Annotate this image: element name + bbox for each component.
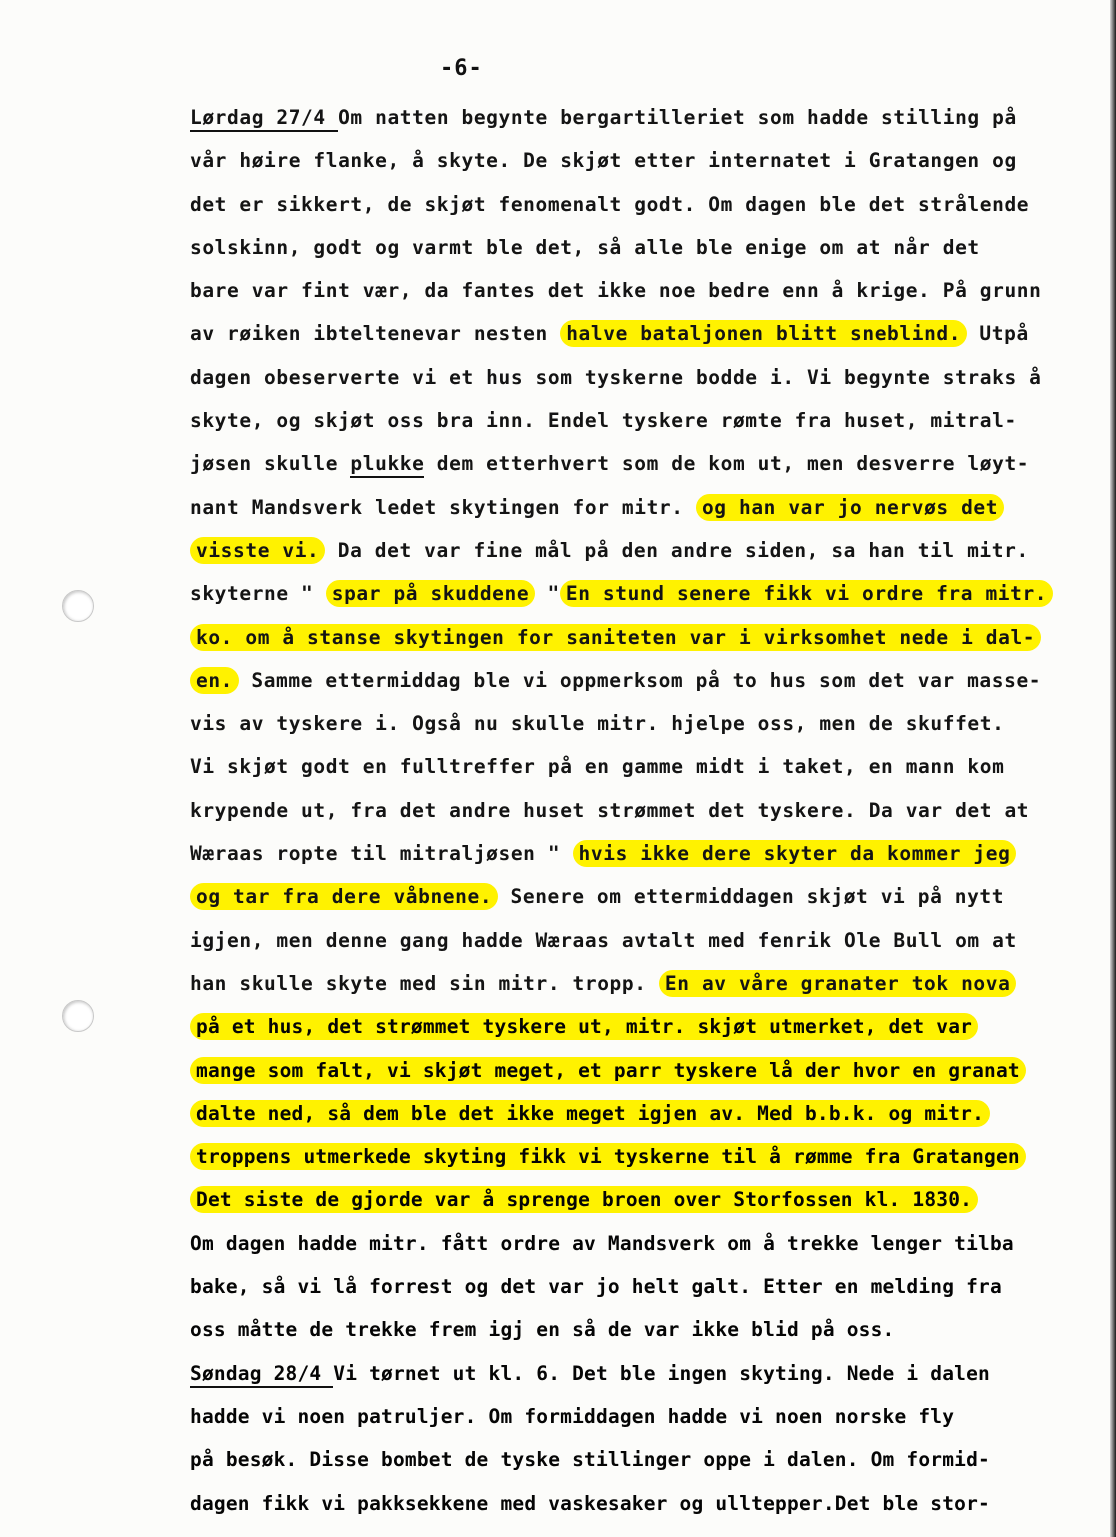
- text-segment: vis av tyskere i. Også nu skulle mitr. hjelpe oss, men de skuffet.: [190, 712, 1005, 736]
- text-segment: Samme ettermiddag ble vi oppmerksom på to hus som det var masse-: [239, 668, 1042, 692]
- text-segment: bare var fint vær, da fantes det ikke noe bedre enn å krige. På grunn: [190, 279, 1042, 303]
- text-segment: bake, så vi lå forrest og det var jo helt galt. Etter en melding fra: [190, 1275, 1002, 1299]
- text-segment: av røiken ibteltenevar nesten: [190, 322, 561, 346]
- text-segment: Wæraas ropte til mitraljøsen ": [190, 842, 573, 866]
- text-line: [190, 789, 1095, 832]
- text-segment: jøsen skulle: [190, 452, 351, 476]
- text-line: [190, 1178, 1095, 1221]
- text-segment: dagen fikk vi pakksekkene med vaskesaker og ulltepper.Det ble stor-: [190, 1491, 990, 1515]
- highlighted-text: og tar fra dere våbnene.: [190, 883, 498, 910]
- text-line: [190, 442, 1095, 485]
- text-line: [190, 962, 1095, 1005]
- text-segment: ": [535, 582, 560, 606]
- text-line: [190, 832, 1095, 875]
- text-segment: dagen obeserverte vi et hus som tyskerne bodde i. Vi begynte straks å: [190, 365, 1042, 389]
- text-line: [190, 529, 1095, 572]
- text-line: [190, 659, 1095, 702]
- text-segment: igjen, men denne gang hadde Wæraas avtalt med fenrik Ole Bull om at: [190, 928, 1017, 952]
- text-segment: hadde vi noen patruljer. Om formiddagen hadde vi noen norske fly: [190, 1404, 955, 1428]
- text-line: [190, 96, 1095, 139]
- text-segment: Da det var fine mål på den andre siden, sa han til mitr.: [325, 538, 1029, 562]
- text-segment: det er sikkert, de skjøt fenomenalt godt. Om dagen ble det strålende: [190, 192, 1030, 216]
- underlined-text: Lørdag 27/4: [190, 106, 338, 132]
- text-line: [190, 572, 1095, 615]
- text-line: [190, 745, 1095, 788]
- text-line: [190, 183, 1095, 226]
- text-line: [190, 919, 1095, 962]
- highlighted-text: en.: [190, 667, 239, 694]
- punch-hole: [62, 1000, 94, 1032]
- highlighted-text: hvis ikke dere skyter da kommer jeg: [573, 840, 1017, 867]
- text-segment: han skulle skyte med sin mitr. tropp.: [190, 971, 659, 995]
- text-segment: vår høire flanke, å skyte. De skjøt etter internatet i Gratangen og: [190, 149, 1017, 173]
- text-segment: Om dagen hadde mitr. fått ordre av Mandsverk om å trekke lenger tilba: [190, 1231, 1014, 1255]
- highlighted-text: dalte ned, så dem ble det ikke meget igjen av. Med b.b.k. og mitr.: [190, 1100, 990, 1127]
- highlighted-text: og han var jo nervøs det: [696, 494, 1004, 521]
- highlighted-text: Det siste de gjorde var å sprenge broen over Storfossen kl. 1830.: [190, 1186, 978, 1213]
- text-segment: solskinn, godt og varmt ble det, så alle ble enige om at når det: [190, 235, 980, 259]
- underlined-text: Søndag 28/4: [190, 1362, 333, 1388]
- page-number: -6-: [440, 56, 483, 81]
- text-segment: nant Mandsverk ledet skytingen for mitr.: [190, 495, 696, 519]
- text-line: [190, 1092, 1095, 1135]
- text-segment: Om natten begynte bergartilleriet som hadde stilling på: [338, 106, 1017, 129]
- text-segment: skyterne ": [190, 582, 326, 606]
- text-segment: Vi skjøt godt en fulltreffer på en gamme midt i taket, en mann kom: [190, 755, 1005, 779]
- text-line: [190, 1222, 1095, 1265]
- text-line: [190, 616, 1095, 659]
- text-line: [190, 875, 1095, 918]
- text-line: [190, 1308, 1095, 1351]
- text-segment: Vi tørnet ut kl. 6. Det ble ingen skyting. Nede i dalen: [333, 1361, 990, 1385]
- highlighted-text: troppens utmerkede skyting fikk vi tyskerne til å rømme fra Gratangen: [190, 1143, 1026, 1170]
- text-line: [190, 312, 1095, 355]
- text-line: [190, 1049, 1095, 1092]
- highlighted-text: spar på skuddene: [326, 580, 535, 607]
- text-segment: skyte, og skjøt oss bra inn. Endel tyskere rømte fra huset, mitral-: [190, 409, 1017, 433]
- text-line: [190, 486, 1095, 529]
- text-line: [190, 1438, 1095, 1481]
- text-line: [190, 1395, 1095, 1438]
- highlighted-text: på et hus, det strømmet tyskere ut, mitr. skjøt utmerket, det var: [190, 1013, 978, 1040]
- text-line: [190, 226, 1095, 269]
- text-segment: oss måtte de trekke frem igj en så de var ikke blid på oss.: [190, 1318, 895, 1342]
- text-segment: på besøk. Disse bombet de tyske stillinger oppe i dalen. Om formid-: [190, 1448, 990, 1472]
- highlighted-text: halve bataljonen blitt sneblind.: [560, 320, 967, 347]
- highlighted-text: En av våre granater tok nova: [659, 970, 1017, 997]
- text-segment: Senere om ettermiddagen skjøt vi på nytt: [498, 885, 1005, 909]
- text-line: [190, 702, 1095, 745]
- highlighted-text: En stund senere fikk vi ordre fra mitr.: [560, 580, 1053, 607]
- text-line: [190, 1265, 1095, 1308]
- highlighted-text: mange som falt, vi skjøt meget, et parr tyskere lå der hvor en granat: [190, 1057, 1026, 1084]
- text-line: [190, 1135, 1095, 1178]
- text-line: [190, 399, 1095, 442]
- punch-hole: [62, 590, 94, 622]
- page-edge: [1110, 0, 1116, 1537]
- typed-text-body: [190, 96, 1095, 1525]
- highlighted-text: ko. om å stanse skytingen for saniteten var i virksomhet nede i dal-: [190, 624, 1041, 651]
- text-line: [190, 139, 1095, 182]
- text-segment: krypende ut, fra det andre huset strømmet det tyskere. Da var det at: [190, 798, 1030, 822]
- text-line: [190, 269, 1095, 312]
- underlined-text: plukke: [350, 452, 424, 478]
- highlighted-text: visste vi.: [190, 537, 325, 564]
- text-line: [190, 1005, 1095, 1048]
- text-segment: dem etterhvert som de kom ut, men desverre løyt-: [424, 452, 1030, 476]
- text-line: [190, 1482, 1095, 1525]
- text-segment: Utpå: [967, 322, 1029, 346]
- text-line: [190, 1352, 1095, 1395]
- text-line: [190, 356, 1095, 399]
